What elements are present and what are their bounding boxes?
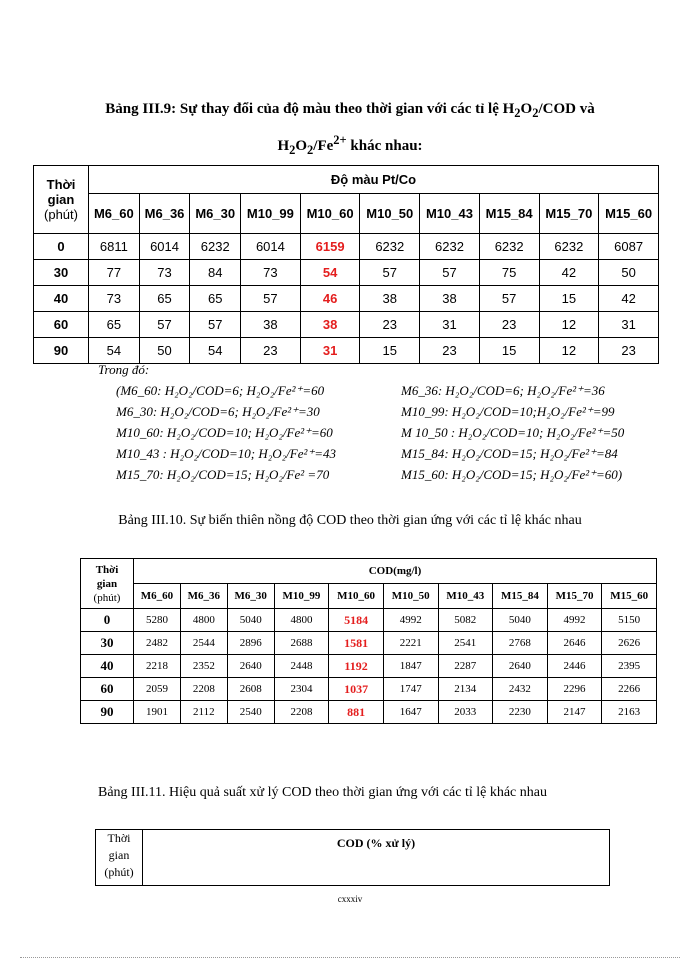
table10-time-header: Thời gian (phút): [81, 559, 134, 609]
table10-column-header: M15_60: [602, 584, 657, 609]
table11-time-header: Thời gian (phút): [96, 830, 143, 886]
table-row: [81, 632, 657, 655]
row-time: 90: [81, 701, 134, 724]
table10-caption: Bảng III.10. Sự biến thiên nồng độ COD theo thời gian ứng với các tỉ lệ khác nhau: [118, 513, 582, 528]
table-cell: 15: [479, 338, 539, 364]
table-row: [34, 312, 659, 338]
table-cell: 38: [241, 312, 301, 338]
table10-column-header: M15_84: [493, 584, 548, 609]
table10-column-header: M6_30: [227, 584, 274, 609]
table9-column-header: M10_50: [360, 194, 420, 234]
table-cell: 6087: [599, 234, 659, 260]
table9-column-header: M10_43: [420, 194, 480, 234]
table-cell: 2646: [547, 632, 602, 655]
row-time: 60: [81, 678, 134, 701]
table-cell: 23: [599, 338, 659, 364]
table-cell: 2266: [602, 678, 657, 701]
table-cell: 57: [420, 260, 480, 286]
table-cell: 38: [360, 286, 420, 312]
note-item: M15_84: H₂O₂/COD=15; H₂O₂/Fe²⁺=84: [401, 446, 618, 461]
table-cell: 1901: [134, 701, 181, 724]
table-row: [81, 655, 657, 678]
table-cell: 2540: [227, 701, 274, 724]
table-cell: 65: [89, 312, 140, 338]
table-cell: 84: [190, 260, 241, 286]
table-cell: 1647: [383, 701, 438, 724]
table-cell: 2147: [547, 701, 602, 724]
table10-column-header: M10_99: [274, 584, 329, 609]
table-cell: 2482: [134, 632, 181, 655]
table-cell: 2112: [180, 701, 227, 724]
table-cell: 77: [89, 260, 140, 286]
table9-notes: Trong đó: (M6_60: H₂O₂/COD=6; H₂O₂/Fe²⁺=60 M6_36: H₂O₂/COD=6; H₂O₂/Fe²⁺=36 M6_30: H₂O₂/COD=6; H₂O₂/Fe²⁺=30 M10_99: H₂O₂/COD=10;H₂O₂/Fe²⁺=99 M10_60: H₂O₂/COD=10; H₂O₂/Fe²⁺=60 M 10_50 : H₂O₂/COD=10; H₂O₂/Fe²⁺=50 M10_43 : H₂O₂/COD=10; H₂O₂/Fe²⁺=43 M15_84: H₂O₂/COD=15; H₂O₂/Fe²⁺=84 M15_70: H₂O₂/COD=15; H₂O₂/Fe² =70 M15_60: H₂O₂/COD=15; H₂O₂/Fe²⁺=60): [98, 359, 624, 485]
table-cell: 50: [599, 260, 659, 286]
table-cell: 57: [190, 312, 241, 338]
table-cell: 2768: [493, 632, 548, 655]
table-cell: 23: [241, 338, 301, 364]
table10-column-header: M10_60: [329, 584, 384, 609]
table9-column-header: M6_30: [190, 194, 241, 234]
table9-time-header: Thời gian (phút): [34, 166, 89, 234]
note-line: [98, 422, 624, 443]
table-cell: 31: [599, 312, 659, 338]
table-cell: 1192: [329, 655, 384, 678]
note-line: [98, 443, 624, 464]
table-cell: 5082: [438, 609, 493, 632]
table-cell: 75: [479, 260, 539, 286]
table-cell: 6232: [360, 234, 420, 260]
table-cell: 65: [139, 286, 190, 312]
note-item: M 10_50 : H₂O₂/COD=10; H₂O₂/Fe²⁺=50: [401, 425, 625, 440]
table-cell: 2287: [438, 655, 493, 678]
table-cell: 23: [420, 338, 480, 364]
table10-column-header: M6_36: [180, 584, 227, 609]
table10-column-header: M15_70: [547, 584, 602, 609]
table-cell: 2304: [274, 678, 329, 701]
table-cell: 2448: [274, 655, 329, 678]
table-cell: 4800: [180, 609, 227, 632]
table-cell: 2296: [547, 678, 602, 701]
table-row: [34, 286, 659, 312]
table-cell: 23: [360, 312, 420, 338]
table-cell: 2395: [602, 655, 657, 678]
table-cell: 1847: [383, 655, 438, 678]
table-cell: 881: [329, 701, 384, 724]
table10-group-header: COD(mg/l): [134, 559, 657, 584]
table-cell: 54: [89, 338, 140, 364]
note-line: [98, 464, 624, 485]
table-row: [34, 260, 659, 286]
table-row: [81, 609, 657, 632]
table11-caption: Bảng III.11. Hiệu quả suất xử lý COD theo thời gian ứng với các tỉ lệ khác nhau: [98, 785, 547, 800]
table10-column-header: M6_60: [134, 584, 181, 609]
table-cell: 2544: [180, 632, 227, 655]
table-cell: 2230: [493, 701, 548, 724]
table-cell: 4992: [547, 609, 602, 632]
note-line: [98, 401, 624, 422]
table-cell: 2626: [602, 632, 657, 655]
table11-group-header: COD (% xử lý): [143, 830, 610, 886]
table-cell: 6232: [420, 234, 480, 260]
table-cell: 2432: [493, 678, 548, 701]
table-cell: 2208: [180, 678, 227, 701]
table-cell: 2134: [438, 678, 493, 701]
table-cell: 6811: [89, 234, 140, 260]
table-cell: 1037: [329, 678, 384, 701]
note-item: M6_30: H₂O₂/COD=6; H₂O₂/Fe²⁺=30: [116, 404, 320, 419]
table-cell: 31: [420, 312, 480, 338]
table-cell: 6232: [190, 234, 241, 260]
table-cell: 31: [300, 338, 360, 364]
table-row: [81, 701, 657, 724]
table-cell: 2163: [602, 701, 657, 724]
table-cell: 38: [420, 286, 480, 312]
table-cell: 5040: [227, 609, 274, 632]
row-time: 90: [34, 338, 89, 364]
table-cell: 2640: [227, 655, 274, 678]
row-time: 40: [81, 655, 134, 678]
table-cell: 42: [599, 286, 659, 312]
table-cell: 12: [539, 338, 599, 364]
note-line: [98, 380, 624, 401]
table-cell: 15: [539, 286, 599, 312]
table9-column-header: M15_84: [479, 194, 539, 234]
table-cell: 6014: [241, 234, 301, 260]
table-cell: 2352: [180, 655, 227, 678]
note-item: M15_60: H₂O₂/COD=15; H₂O₂/Fe²⁺=60): [401, 467, 623, 482]
row-time: 0: [81, 609, 134, 632]
table-cell: 6159: [300, 234, 360, 260]
table10-cod: [80, 558, 657, 724]
table9-color: [33, 165, 659, 364]
table10-column-header: M10_43: [438, 584, 493, 609]
table-cell: 12: [539, 312, 599, 338]
table-cell: 2608: [227, 678, 274, 701]
table-cell: 2446: [547, 655, 602, 678]
table-cell: 6014: [139, 234, 190, 260]
table-cell: 2221: [383, 632, 438, 655]
table-cell: 2541: [438, 632, 493, 655]
table9-caption: Bảng III.9: Sự thay đổi của độ màu theo thời gian với các tỉ lệ $H_2O_2$/COD và $H_2O_2/Fe^{2+}$ khác nhau:: [105, 101, 595, 157]
row-time: 0: [34, 234, 89, 260]
table-cell: 42: [539, 260, 599, 286]
table-cell: 65: [190, 286, 241, 312]
table-cell: 46: [300, 286, 360, 312]
table-cell: 73: [139, 260, 190, 286]
table9-column-header: M6_36: [139, 194, 190, 234]
table-cell: 54: [190, 338, 241, 364]
table-cell: 1581: [329, 632, 384, 655]
table-cell: 2033: [438, 701, 493, 724]
note-item: (M6_60: H₂O₂/COD=6; H₂O₂/Fe²⁺=60: [116, 383, 325, 398]
table-cell: 73: [241, 260, 301, 286]
note-item: M10_43 : H₂O₂/COD=10; H₂O₂/Fe²⁺=43: [116, 446, 337, 461]
table-cell: 4992: [383, 609, 438, 632]
table-row: [81, 678, 657, 701]
table9-column-header: M15_70: [539, 194, 599, 234]
table-cell: 6232: [479, 234, 539, 260]
row-time: 30: [34, 260, 89, 286]
table-row: [34, 234, 659, 260]
row-time: 40: [34, 286, 89, 312]
table9-column-header: M6_60: [89, 194, 140, 234]
table11-cod-efficiency: [95, 829, 610, 886]
table-cell: 2059: [134, 678, 181, 701]
table-cell: 6232: [539, 234, 599, 260]
note-item: M10_60: H₂O₂/COD=10; H₂O₂/Fe²⁺=60: [116, 425, 333, 440]
page-divider: [20, 957, 680, 958]
table-cell: 5184: [329, 609, 384, 632]
table-cell: 4800: [274, 609, 329, 632]
table-cell: 5280: [134, 609, 181, 632]
table-cell: 57: [241, 286, 301, 312]
row-time: 30: [81, 632, 134, 655]
table10-column-header: M10_50: [383, 584, 438, 609]
page-number: cxxxiv: [337, 894, 363, 904]
table-cell: 15: [360, 338, 420, 364]
table-cell: 5040: [493, 609, 548, 632]
row-time: 60: [34, 312, 89, 338]
table-cell: 57: [139, 312, 190, 338]
table-cell: 38: [300, 312, 360, 338]
table9-column-header: M10_60: [300, 194, 360, 234]
table-cell: 57: [360, 260, 420, 286]
table-cell: 73: [89, 286, 140, 312]
table-cell: 57: [479, 286, 539, 312]
table-cell: 2688: [274, 632, 329, 655]
table-cell: 5150: [602, 609, 657, 632]
table9-column-header: M15_60: [599, 194, 659, 234]
table-cell: 50: [139, 338, 190, 364]
table-cell: 23: [479, 312, 539, 338]
table-cell: 54: [300, 260, 360, 286]
note-item: M15_70: H₂O₂/COD=15; H₂O₂/Fe² =70: [116, 467, 330, 482]
table-cell: 1747: [383, 678, 438, 701]
table9-column-header: M10_99: [241, 194, 301, 234]
table-cell: 2896: [227, 632, 274, 655]
table-cell: 2218: [134, 655, 181, 678]
table-cell: 2640: [493, 655, 548, 678]
note-item: M6_36: H₂O₂/COD=6; H₂O₂/Fe²⁺=36: [401, 383, 605, 398]
table-cell: 2208: [274, 701, 329, 724]
table9-group-header: Độ màu Pt/Co: [89, 166, 659, 194]
note-item: M10_99: H₂O₂/COD=10;H₂O₂/Fe²⁺=99: [401, 404, 615, 419]
